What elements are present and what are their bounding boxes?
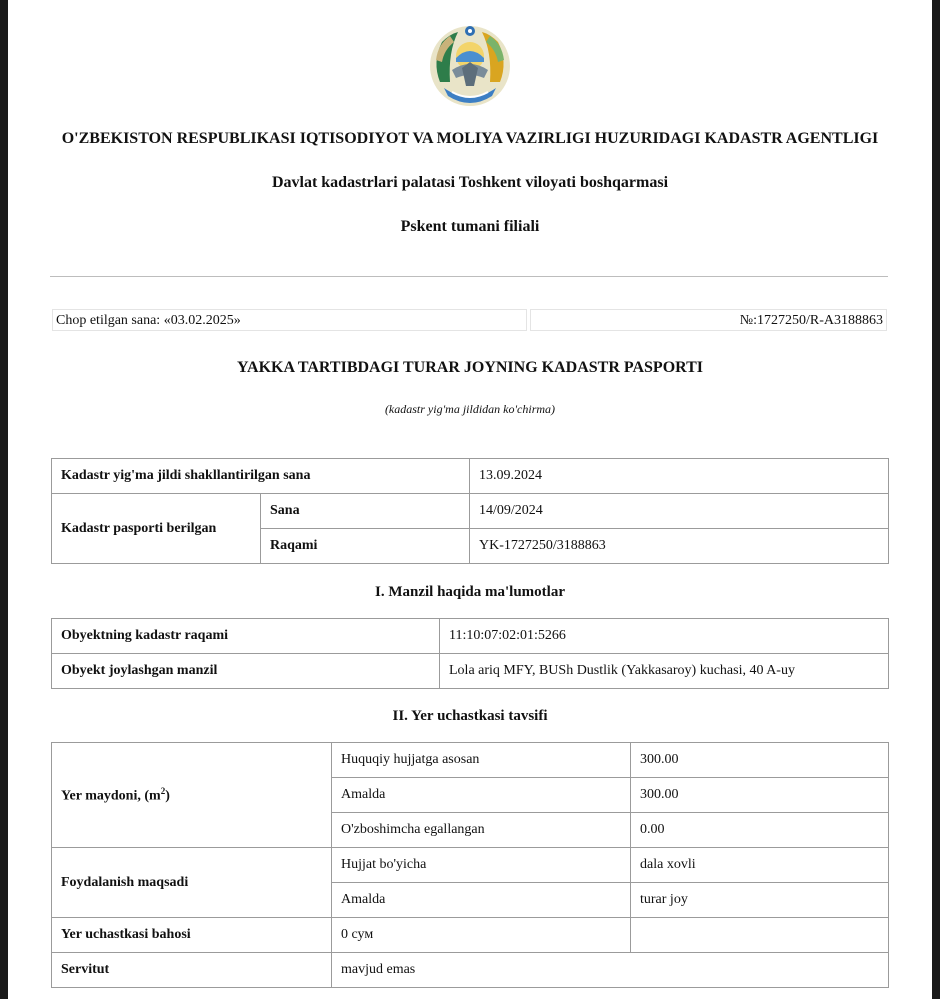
divider <box>50 276 888 277</box>
area-label: Yer maydoni, $(m^2)$ <box>52 743 332 848</box>
chamber-name: Davlat kadastrlari palatasi Toshkent viloyati boshqarmasi <box>271 174 669 191</box>
document-page <box>8 0 932 999</box>
purpose-actual-value: turar joy <box>631 883 889 918</box>
purpose-document-value: dala xovli <box>631 848 889 883</box>
document-number: №:1727250/R-A3188863 <box>530 309 887 331</box>
cadastral-number-value: 11:10:07:02:01:5266 <box>440 619 889 654</box>
area-legal-label: Huquqiy hujjatga asosan <box>332 743 631 778</box>
price-value: 0 сум <box>332 918 631 953</box>
formed-date-label: Kadastr yig'ma jildi shakllantirilgan sana <box>52 459 470 494</box>
cadastral-number-label: Obyektning kadastr raqami <box>52 619 440 654</box>
printed-date: Chop etilgan sana: «03.02.2025» <box>52 309 527 331</box>
area-legal-value: 300.00 <box>631 743 889 778</box>
table-row <box>52 459 889 494</box>
document-title: YAKKA TARTIBDAGI TURAR JOYNING KADASTR PASPORTI <box>236 359 704 376</box>
area-unauthorized-label: O'zboshimcha egallangan <box>332 813 631 848</box>
address-value: Lola ariq MFY, BUSh Dustlik (Yakkasaroy) kuchasi, 40 A-uy <box>440 654 889 689</box>
area-unauthorized-value: 0.00 <box>631 813 889 848</box>
table-row <box>52 918 889 953</box>
table-row <box>52 848 889 883</box>
purpose-document-label: Hujjat bo'yicha <box>332 848 631 883</box>
table-row <box>52 953 889 988</box>
formed-date-value: 13.09.2024 <box>470 459 889 494</box>
passport-table <box>51 458 889 564</box>
servitut-value: mavjud emas <box>332 953 889 988</box>
servitut-label: Servitut <box>52 953 332 988</box>
price-label: Yer uchastkasi bahosi <box>52 918 332 953</box>
purpose-label: Foydalanish maqsadi <box>52 848 332 918</box>
table-row <box>52 743 889 778</box>
table-row <box>52 619 889 654</box>
price-empty <box>631 918 889 953</box>
agency-name: O'ZBEKISTON RESPUBLIKASI IQTISODIYOT VA MOLIYA VAZIRLIGI HUZURIDAGI KADASTR AGENTLIGI <box>61 130 879 147</box>
issued-label: Kadastr pasporti berilgan <box>52 494 261 564</box>
issue-number-label: Raqami <box>261 529 470 564</box>
area-actual-value: 300.00 <box>631 778 889 813</box>
table-row <box>52 494 889 529</box>
issue-date-label: Sana <box>261 494 470 529</box>
section-1-title: I. Manzil haqida ma'lumotlar <box>374 584 565 600</box>
area-actual-label: Amalda <box>332 778 631 813</box>
section-2-title: II. Yer uchastkasi tavsifi <box>392 708 548 724</box>
address-label: Obyekt joylashgan manzil <box>52 654 440 689</box>
document-subtitle: (kadastr yig'ma jildidan ko'chirma) <box>384 402 556 416</box>
table-row <box>52 654 889 689</box>
issue-date-value: 14/09/2024 <box>470 494 889 529</box>
address-table <box>51 618 889 689</box>
issue-number-value: YK-1727250/3188863 <box>470 529 889 564</box>
land-plot-table <box>51 742 889 988</box>
state-emblem-icon <box>428 22 512 108</box>
purpose-actual-label: Amalda <box>332 883 631 918</box>
branch-name: Pskent tumani filiali <box>400 218 540 235</box>
